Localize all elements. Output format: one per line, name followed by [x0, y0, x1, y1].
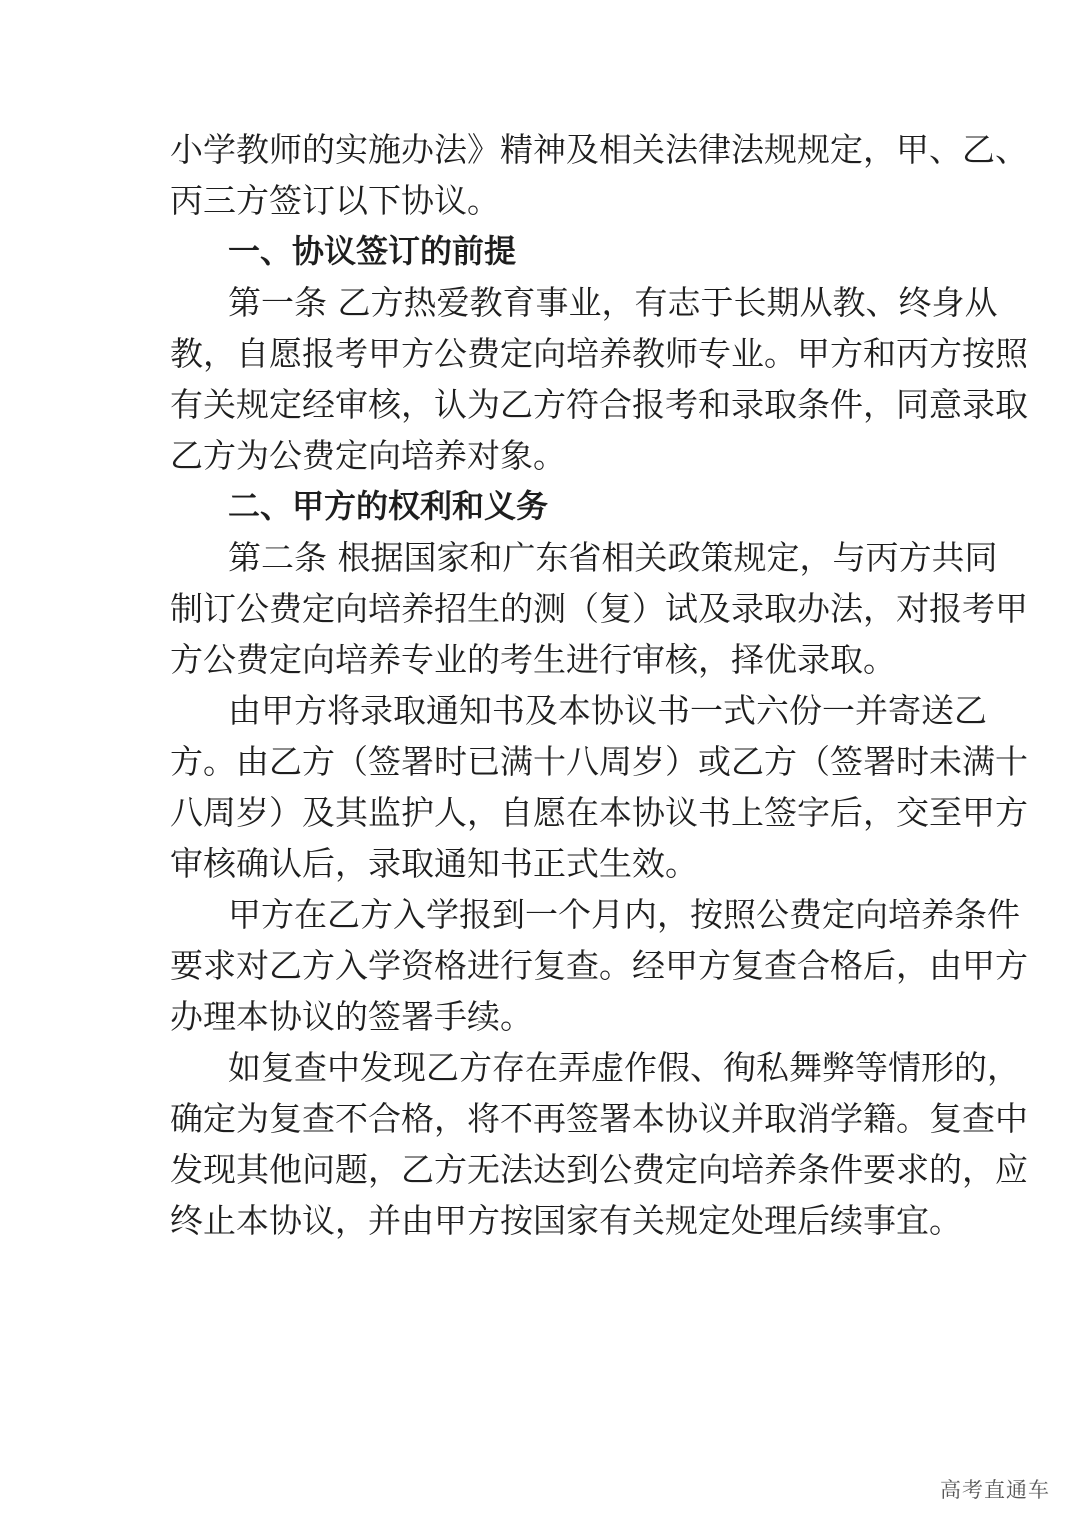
- section-heading: 一、协议签订的前提: [228, 232, 517, 270]
- text-line: 八周岁）及其监护人，自愿在本协议书上签字后，交至甲方: [170, 793, 1028, 832]
- text-line: 要求对乙方入学资格进行复查。经甲方复查合格后，由甲方: [170, 946, 1028, 985]
- text-line: 乙方为公费定向培养对象。: [170, 436, 566, 475]
- text-line: 第二条 根据国家和广东省相关政策规定，与丙方共同: [228, 538, 998, 577]
- section-heading: 二、甲方的权利和义务: [228, 487, 549, 525]
- text-line: 丙三方签订以下协议。: [170, 181, 500, 220]
- text-line: 发现其他问题，乙方无法达到公费定向培养条件要求的，应: [170, 1150, 1028, 1189]
- text-line: 制订公费定向培养招生的测（复）试及录取办法，对报考甲: [170, 589, 1028, 628]
- text-line: 由甲方将录取通知书及本协议书一式六份一并寄送乙: [228, 691, 987, 730]
- text-line: 方公费定向培养专业的考生进行审核，择优录取。: [170, 640, 896, 679]
- text-line: 审核确认后，录取通知书正式生效。: [170, 844, 698, 883]
- text-line: 有关规定经审核，认为乙方符合报考和录取条件，同意录取: [170, 385, 1028, 424]
- watermark: 高考直通车: [940, 1478, 1050, 1502]
- document-page: [170, 124, 1028, 1246]
- text-line: 方。由乙方（签署时已满十八周岁）或乙方（签署时未满十: [170, 742, 1028, 781]
- text-line: 甲方在乙方入学报到一个月内，按照公费定向培养条件: [228, 895, 1020, 934]
- text-line: 终止本协议，并由甲方按国家有关规定处理后续事宜。: [170, 1201, 962, 1240]
- text-line: 办理本协议的签署手续。: [170, 997, 533, 1036]
- text-line: 教，自愿报考甲方公费定向培养教师专业。甲方和丙方按照: [170, 334, 1028, 373]
- text-line: 确定为复查不合格，将不再签署本协议并取消学籍。复查中: [170, 1099, 1028, 1138]
- text-line: 第一条 乙方热爱教育事业，有志于长期从教、终身从: [228, 283, 998, 322]
- text-line: 小学教师的实施办法》精神及相关法律法规规定，甲、乙、: [170, 130, 1028, 169]
- text-line: 如复查中发现乙方存在弄虚作假、徇私舞弊等情形的，: [228, 1048, 1020, 1087]
